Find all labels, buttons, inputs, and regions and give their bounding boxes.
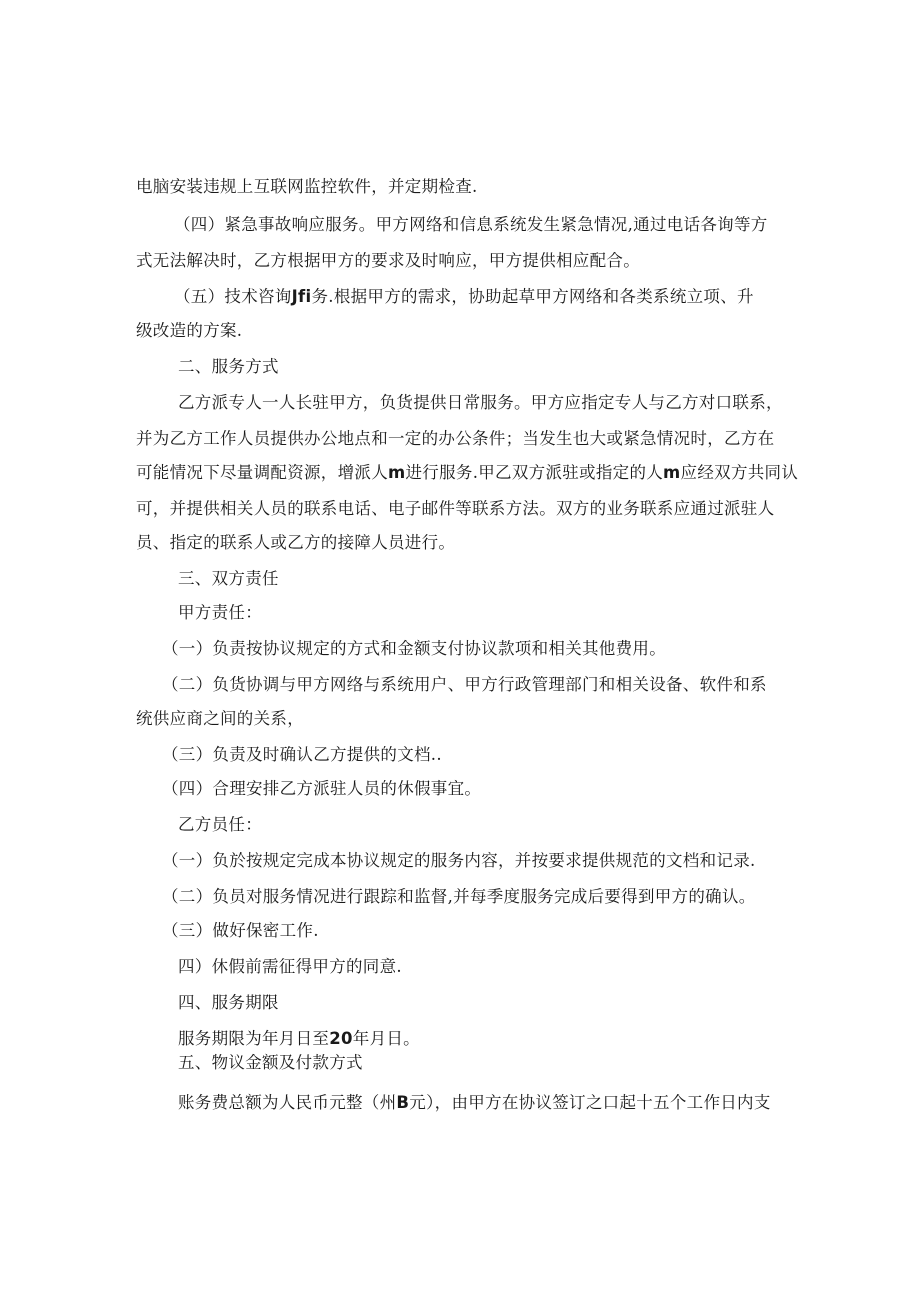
list-item: 四）休假前需征得甲方的同意. xyxy=(178,957,402,976)
text-run: 账务费总额为人民币元整（州 xyxy=(178,1093,397,1112)
text-line xyxy=(178,1093,771,1113)
list-item: （三）做好保密工作. xyxy=(162,921,319,940)
text-line: 乙方派专人一人长驻甲方，负货提供日常服务。甲方应指定专人与乙方对口联系， xyxy=(178,393,783,412)
text-line: 员、指定的联系人或乙方的接障人员进行。 xyxy=(136,533,456,552)
year-prefix: 20 xyxy=(329,1029,353,1048)
ocr-artifact-text: B xyxy=(396,1093,410,1112)
text-line xyxy=(178,1029,420,1049)
text-line: 统供应商之间的关系， xyxy=(136,709,304,728)
section-heading: 四、服务期限 xyxy=(178,993,279,1012)
subsection-heading: 甲方责任： xyxy=(178,603,262,622)
text-run: （五）技术咨询 xyxy=(174,287,292,306)
ocr-artifact-text: m xyxy=(388,463,406,482)
text-line: （四）紧急事故响应服务。甲方网络和信息系统发生紧急情况,通过电话各询等方 xyxy=(174,215,768,234)
text-run: 可能情况下尽量调配资源，增派人 xyxy=(136,463,388,482)
list-item: （二）负货协调与甲方网络与系统用户、甲方行政管理部门和相关设备、软件和系 xyxy=(162,675,767,694)
text-run: 进行服务.甲乙双方派驻或指定的人 xyxy=(405,463,664,482)
list-item: （三）负责及时确认乙方提供的文档.. xyxy=(162,745,442,764)
text-run: 年月日。 xyxy=(352,1029,420,1048)
list-item: （四）合理安排乙方派驻人员的休假事宜。 xyxy=(162,779,482,798)
text-run: 应经双方共同认 xyxy=(680,463,799,482)
text-run: 元），由甲方在协议签订之口起十五个工作日内支 xyxy=(409,1093,771,1112)
text-line: 并为乙方工作人员提供办公地点和一定的办公条件；当发生也大或紧急情况时，乙方在 xyxy=(136,429,775,448)
text-run: 服务期限为年月日至 xyxy=(178,1029,330,1048)
text-line xyxy=(174,287,754,307)
section-heading: 五、物议金额及付款方式 xyxy=(178,1053,363,1072)
subsection-heading: 乙方员任： xyxy=(178,815,262,834)
list-item: （二）负员对服务情况进行跟踪和监督,并每季度服务完成后要得到甲方的确认。 xyxy=(162,887,756,906)
text-line xyxy=(136,463,798,483)
text-line: 式无法解决时，乙方根据甲方的要求及时响应，甲方提供相应配合。 xyxy=(136,251,640,270)
list-item: （一）负於按规定完成本协议规定的服务内容，并按要求提供规范的文档和记录. xyxy=(162,851,756,870)
text-line: 电脑安装违规上互联网监控软件，并定期检查. xyxy=(136,177,478,196)
text-line: 级改造的方案. xyxy=(136,321,243,340)
text-line: 可，并提供相关人员的联系电话、电子邮件等联系方法。双方的业务联系应通过派驻人 xyxy=(136,499,775,518)
section-heading: 三、双方责任 xyxy=(178,569,279,588)
ocr-artifact-text: m xyxy=(663,463,681,482)
list-item: （一）负责按协议规定的方式和金额支付协议款项和相关其他费用。 xyxy=(162,639,666,658)
section-heading: 二、服务方式 xyxy=(178,357,279,376)
ocr-artifact-text: Jfi xyxy=(291,287,312,306)
text-run: 务.根据甲方的需求，协助起草甲方网络和各类系统立项、升 xyxy=(311,287,754,306)
